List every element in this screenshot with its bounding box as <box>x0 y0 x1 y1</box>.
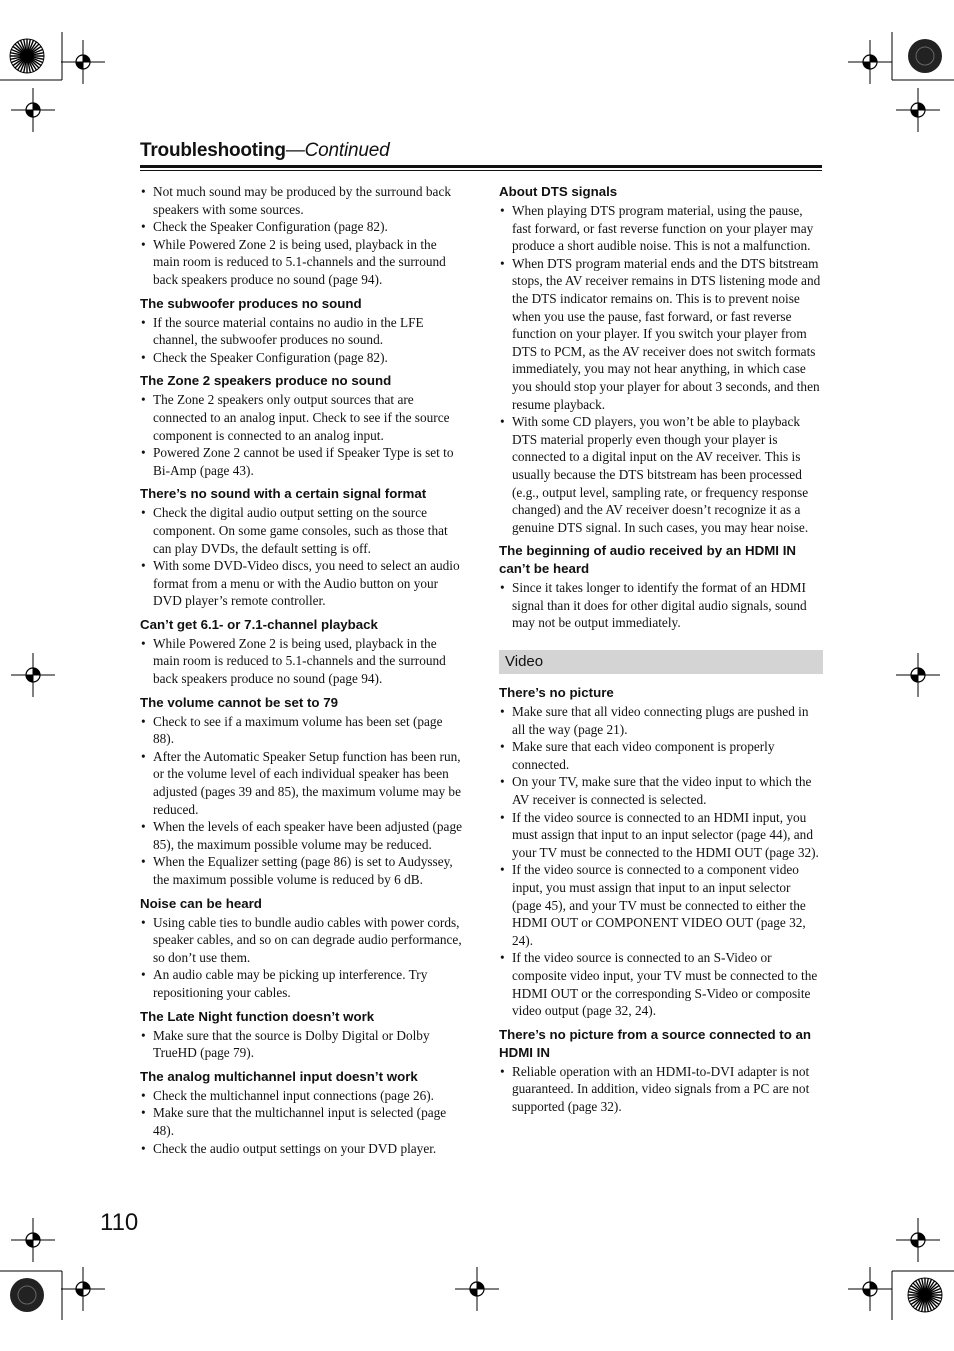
list-item: • Check the multichannel input connections (page 26). <box>140 1087 464 1105</box>
bullet-list <box>140 314 464 367</box>
list-item: • Make sure that the multichannel input is selected (page 48). <box>140 1104 464 1139</box>
bullet-list <box>140 1027 464 1062</box>
list-item: • The Zone 2 speakers only output sources that are connected to an analog input. Check to see if the source component is connected to an analog input. <box>140 391 464 444</box>
header-rule-thick <box>140 165 822 168</box>
right-sections <box>499 183 823 632</box>
left-column <box>140 183 464 1157</box>
section-title: The Late Night function doesn’t work <box>140 1008 375 1024</box>
bullet-list <box>140 914 464 1002</box>
section-title: There’s no picture from a source connected to an HDMI IN <box>499 1026 812 1060</box>
bullet-list <box>140 635 464 688</box>
section-title: There’s no sound with a certain signal format <box>140 486 427 502</box>
list-item: • If the video source is connected to an S-Video or composite video input, your TV must be connected to the HDMI OUT or the corresponding S-Video or composite video output (page 32, 24). <box>499 949 823 1019</box>
list-item: • Make sure that all video connecting plugs are pushed in all the way (page 21). <box>499 703 823 738</box>
list-item: • When playing DTS program material, using the pause, fast forward, or fast reverse function on your player may produce a short audible noise. This is not a malfunction. <box>499 202 823 255</box>
list-item: • When the Equalizer setting (page 86) is set to Audyssey, the maximum possible volume is reduced by 6 dB. <box>140 853 464 888</box>
bullet-list <box>499 703 823 1020</box>
bullet-list <box>499 579 823 632</box>
section-title: About DTS signals <box>499 184 618 199</box>
list-item: • On your TV, make sure that the video input to which the AV receiver is connected is selected. <box>499 773 823 808</box>
bullet-list <box>140 391 464 479</box>
left-sections <box>140 295 464 1158</box>
video-section-heading: Video <box>499 650 823 674</box>
section-title: The analog multichannel input doesn’t work <box>140 1068 418 1084</box>
list-item: • Make sure that each video component is properly connected. <box>499 738 823 773</box>
section-title: The subwoofer produces no sound <box>140 295 362 311</box>
page-number: 110 <box>100 1209 139 1236</box>
list-item: • Since it takes longer to identify the format of an HDMI signal than it does for other digital audio signals, sound may not be output immediately. <box>499 579 823 632</box>
list-item: • Check the audio output settings on your DVD player. <box>140 1140 464 1158</box>
list-item: • If the source material contains no audio in the LFE channel, the subwoofer produces no sound. <box>140 314 464 349</box>
list-item: • With some DVD-Video discs, you need to select an audio format from a menu or with the Audio button on your DVD player’s remote controller. <box>140 557 464 610</box>
list-item: • Using cable ties to bundle audio cables with power cords, speaker cables, and so on can degrade audio performance, so don’t use them. <box>140 914 464 967</box>
list-item: • When DTS program material ends and the DTS bitstream stops, the AV receiver remains in DTS listening mode and the DTS indicator remains on. This is to prevent noise when you use the pause, fast forward, or fast reverse function on your player. If you switch your player from DTS to PCM, as the AV receiver does not switch formats immediately, you may not hear anything, in which case you should stop your player for about 3 seconds, and then resume playback. <box>499 255 823 413</box>
list-item: • After the Automatic Speaker Setup function has been run, or the volume level of each individual speaker has been adjusted (pages 39 and 85), the maximum volume may be reduced. <box>140 748 464 818</box>
list-item: • With some CD players, you won’t be able to playback DTS material properly even though your player is connected to a digital input on the AV receiver. This is usually because the DTS bitstream has been processed (e.g., output level, sampling rate, or frequency response changed) and the AV receiver doesn’t recognize it as a genuine DTS signal. In such cases, you may hear noise. <box>499 413 823 536</box>
video-sections <box>499 684 823 1115</box>
list-item: • While Powered Zone 2 is being used, playback in the main room is reduced to 5.1-channels and the surround back speakers produce no sound (page 94). <box>140 635 464 688</box>
list-item: • If the video source is connected to a component video input, you must assign that input to an input selector (page 45), and your TV must be connected to either the HDMI OUT or COMPONENT VIDEO OUT (page 32, 24). <box>499 861 823 949</box>
bullet-list <box>140 713 464 889</box>
section-title: The Zone 2 speakers produce no sound <box>140 373 392 389</box>
section-title: Can’t get 6.1- or 7.1-channel playback <box>140 616 378 632</box>
list-item: • Reliable operation with an HDMI-to-DVI adapter is not guaranteed. In addition, video signals from a PC are not supported (page 32). <box>499 1063 823 1116</box>
section-title: The volume cannot be set to 79 <box>140 694 339 710</box>
section-title: Noise can be heard <box>140 895 262 911</box>
list-item: • If the video source is connected to an HDMI input, you must assign that input to an input selector (page 44), and your TV must be connected to the HDMI OUT (page 32). <box>499 809 823 862</box>
list-item: • Powered Zone 2 cannot be used if Speaker Type is set to Bi-Amp (page 43). <box>140 444 464 479</box>
right-column <box>499 183 823 1116</box>
section-title: There’s no picture <box>499 685 614 701</box>
list-item: • Make sure that the source is Dolby Digital or Dolby TrueHD (page 79). <box>140 1027 464 1062</box>
list-item: • An audio cable may be picking up interference. Try repositioning your cables. <box>140 966 464 1001</box>
bullet-list <box>140 504 464 610</box>
list-item: • Check the Speaker Configuration (page 82). <box>140 349 464 367</box>
intro-list <box>140 183 464 289</box>
title-continued: —Continued <box>285 140 390 161</box>
section-title: The beginning of audio received by an HDMI IN can’t be heard <box>499 543 796 577</box>
list-item: • While Powered Zone 2 is being used, playback in the main room is reduced to 5.1-channels and the surround back speakers produce no sound (page 94). <box>140 236 464 289</box>
page-header <box>140 138 822 164</box>
page-title <box>140 138 822 164</box>
list-item: • When the levels of each speaker have been adjusted (page 85), the maximum possible volume may be reduced. <box>140 818 464 853</box>
list-item: • Check the Speaker Configuration (page 82). <box>140 218 464 236</box>
title-text: Troubleshooting <box>140 140 286 161</box>
bullet-list <box>140 1087 464 1157</box>
list-item: • Not much sound may be produced by the surround back speakers with some sources. <box>140 183 464 218</box>
header-rule-thin <box>140 170 822 171</box>
bullet-list <box>499 202 823 536</box>
list-item: • Check the digital audio output setting on the source component. On some game consoles, such as those that can play DVDs, the default setting is off. <box>140 504 464 557</box>
list-item: • Check to see if a maximum volume has been set (page 88). <box>140 713 464 748</box>
bullet-list <box>499 1063 823 1116</box>
